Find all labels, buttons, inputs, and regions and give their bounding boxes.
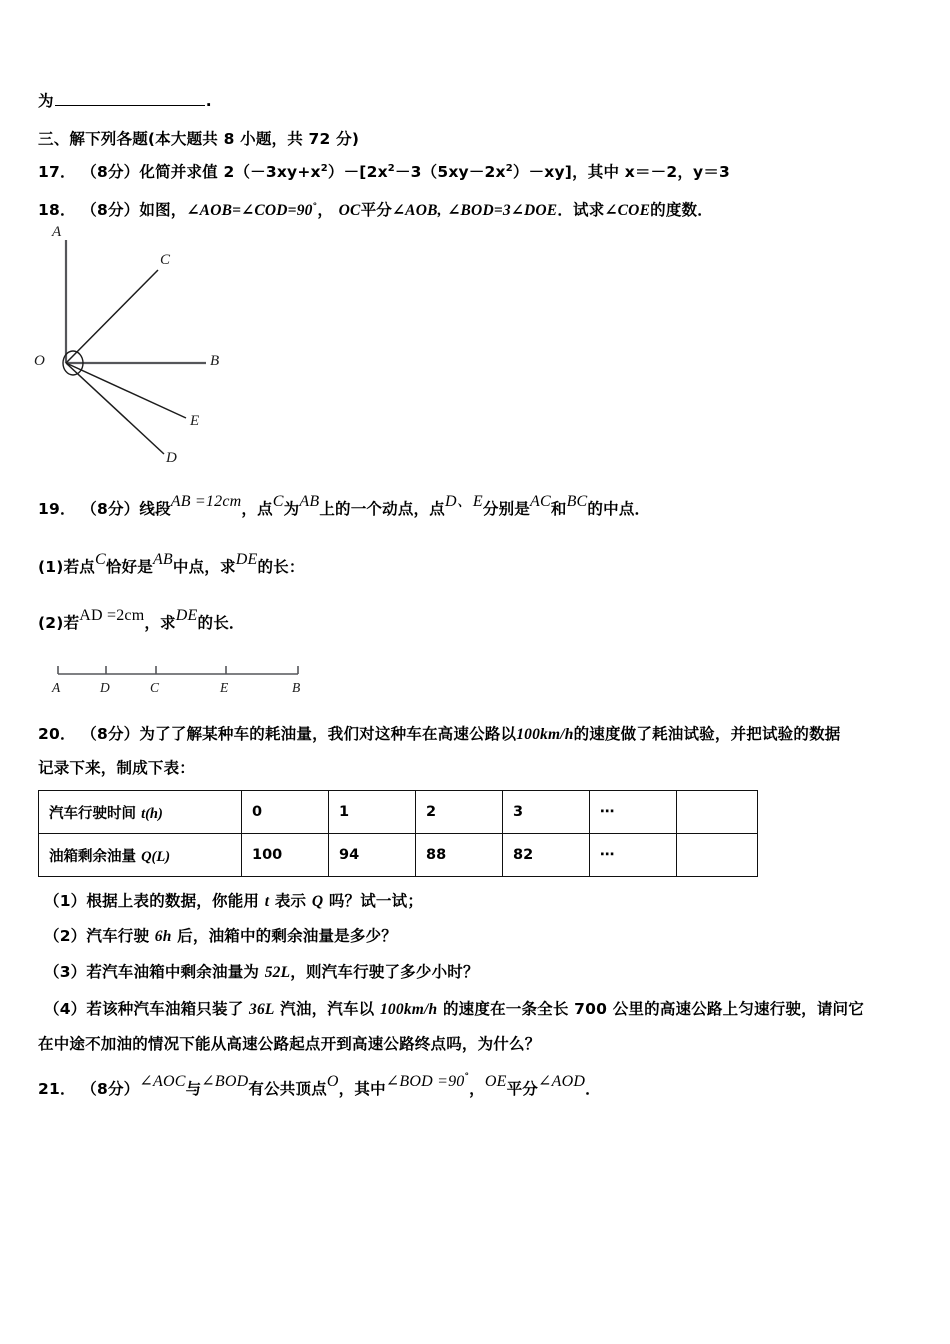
q18-math-4: ∠BOD=3∠DOE — [447, 202, 558, 220]
q18-text-4: ．试求 — [557, 201, 605, 220]
cell-t-1: 1 — [329, 791, 416, 834]
q19-number-line-figure — [36, 658, 336, 702]
q18-math-1: ∠AOB=∠COD=90 — [186, 202, 313, 220]
q20-sub4-fuel-value: 36L — [249, 1001, 275, 1018]
ray-od — [66, 363, 164, 454]
fuel-consumption-table — [38, 790, 758, 877]
q18-math-5: ∠COE — [604, 202, 651, 220]
q18-marks: （8分） — [81, 201, 140, 220]
q20-stem-a: 为了了解某种车的耗油量，我们对这种车在高速公路以 — [139, 725, 517, 743]
q21-text-4: ， — [469, 1080, 485, 1099]
q19-math-e: E — [472, 493, 483, 510]
q19-text-2: ，点 — [241, 500, 273, 518]
cell-t-2: 2 — [416, 791, 503, 834]
q21-text-5: 平分 — [506, 1080, 539, 1099]
q17-stem-c: －3（5xy－2x — [394, 163, 506, 182]
q17-number: 17． — [38, 163, 76, 182]
q19-math-c: C — [272, 493, 284, 510]
q18-degree-1: ° — [312, 202, 318, 212]
q19-sub1-a: 若点 — [63, 558, 95, 576]
fill-in-blank-fragment — [38, 90, 212, 112]
q20-sub1-b: 表示 — [269, 892, 312, 910]
number-line-svg — [36, 658, 336, 682]
q19-sub1-c: 中点，求 — [172, 558, 236, 576]
q17-stem-b: ）－[2x — [327, 163, 388, 182]
q20-sub1-label: （1） — [44, 892, 87, 910]
row-header-time — [39, 791, 242, 834]
cell-t-ellipsis: ⋯ — [590, 791, 677, 834]
q18-number: 18． — [38, 201, 76, 220]
question-20-sub-4 — [44, 998, 864, 1021]
q21-marks: （8分） — [81, 1080, 140, 1099]
question-20-sub-3 — [44, 961, 479, 984]
q20-sub4-label: （4） — [44, 1000, 87, 1018]
q17-exp-1: 2 — [320, 163, 328, 174]
numline-label-a: A — [52, 680, 61, 695]
q17-stem-d: ）－xy]，其中 x＝－2，y＝3 — [512, 163, 731, 182]
q18-math-2: OC — [338, 202, 361, 220]
numline-label-b: B — [292, 680, 301, 695]
label-point-a: A — [52, 224, 62, 240]
q19-sub1-label: (1) — [38, 558, 64, 576]
question-21 — [38, 1072, 601, 1101]
q21-math-oe: OE — [484, 1073, 507, 1091]
q19-text-1: 线段 — [139, 500, 171, 518]
label-point-d: D — [166, 450, 177, 466]
cell-t-3: 3 — [503, 791, 590, 834]
q18-text-3: 平分 — [360, 201, 392, 220]
q21-text-3: ，其中 — [338, 1080, 386, 1099]
q19-sub1-math-de: DE — [235, 551, 258, 568]
ray-oe — [66, 363, 186, 418]
q21-text-1: 与 — [185, 1080, 202, 1099]
q17-marks: （8分） — [81, 163, 140, 182]
q21-math-aod: ∠AOD — [538, 1073, 586, 1091]
q20-sub4-c: 的速度在一条全长 700 公里的高速公路上匀速行驶，请问它 — [437, 1000, 864, 1018]
cell-q-2: 88 — [416, 834, 503, 877]
label-point-b: B — [210, 353, 220, 369]
q21-degree: ° — [464, 1072, 470, 1082]
q20-sub4-b: 汽油，汽车以 — [274, 1000, 380, 1018]
q20-sub4-a: 若该种汽车油箱只装了 — [86, 1000, 249, 1018]
q19-text-6: 和 — [550, 500, 567, 518]
table-row — [39, 834, 758, 877]
row-header-fuel-var: Q(L) — [141, 848, 171, 865]
q19-sub2-math-ad: AD =2cm — [79, 607, 145, 624]
question-20-sub-4-cont: 在中途不加油的情况下能从高速公路起点开到高速公路终点吗，为什么？ — [38, 1035, 541, 1053]
q18-text-1: 如图， — [139, 201, 187, 220]
label-point-c: C — [160, 252, 171, 268]
question-18 — [38, 196, 713, 222]
q18-math-3: ∠AOB, — [391, 202, 442, 220]
q17-exp-2: 2 — [387, 163, 395, 174]
q21-text-6: ． — [585, 1080, 601, 1099]
q19-text-7: 的中点． — [587, 500, 651, 518]
q20-sub1-c: 吗？试一试； — [323, 892, 424, 910]
q19-sub2-a: 若 — [63, 614, 80, 632]
fragment-prefix: 为 — [38, 92, 54, 110]
label-point-e: E — [190, 413, 200, 429]
answer-blank[interactable] — [55, 92, 205, 106]
q19-text-5: 分别是 — [482, 500, 530, 518]
q21-math-aoc: ∠AOC — [139, 1073, 186, 1091]
numline-label-d: D — [100, 680, 110, 695]
table-row — [39, 791, 758, 834]
q20-sub1-var-q: Q — [311, 893, 324, 910]
question-19 — [38, 493, 651, 521]
q19-math-d: D、 — [444, 493, 473, 510]
q18-text-2: ， — [317, 201, 334, 220]
cell-q-0: 100 — [242, 834, 329, 877]
q20-sub3-value: 52L — [264, 964, 291, 981]
q20-sub2-value: 6h — [154, 928, 172, 945]
q20-sub2-a: 汽车行驶 — [86, 927, 155, 945]
cell-q-ellipsis: ⋯ — [590, 834, 677, 877]
q18-text-5: 的度数． — [650, 201, 713, 220]
q20-speed-value: 100km/h — [516, 726, 574, 743]
q19-math-ab: AB — [299, 493, 320, 510]
q20-number: 20． — [38, 725, 76, 743]
question-20-sub-1 — [44, 890, 423, 913]
q19-math-bc: BC — [566, 493, 588, 510]
q19-marks: （8分） — [81, 500, 140, 518]
q19-sub2-math-de: DE — [175, 607, 198, 624]
question-20-stem-line-1 — [38, 723, 840, 746]
question-20-stem-line-2: 记录下来，制成下表： — [38, 759, 196, 777]
section-heading: 三、解下列各题(本大题共 8 小题，共 72 分) — [38, 130, 360, 148]
q19-math-ab-len: AB =12cm — [170, 493, 242, 510]
q19-sub2-c: 的长． — [197, 614, 245, 632]
q20-sub2-label: （2） — [44, 927, 87, 945]
row-header-fuel — [39, 834, 242, 877]
q19-number: 19． — [38, 500, 76, 518]
cell-t-blank — [677, 791, 758, 834]
fragment-suffix: . — [205, 92, 212, 110]
q20-sub4-speed-value: 100km/h — [379, 1001, 438, 1018]
q17-exp-3: 2 — [505, 163, 513, 174]
q19-text-4: 上的一个动点，点 — [319, 500, 445, 518]
q20-sub2-b: 后，油箱中的剩余油量是多少？ — [171, 927, 397, 945]
row-header-fuel-cjk: 油箱剩余油量 — [49, 848, 142, 865]
q20-marks: （8分） — [81, 725, 140, 743]
numline-label-c: C — [150, 680, 160, 695]
question-19-sub-2 — [38, 607, 245, 635]
q20-sub3-a: 若汽车油箱中剩余油量为 — [86, 963, 265, 981]
q19-sub2-b: ，求 — [144, 614, 176, 632]
q20-sub3-b: ，则汽车行驶了多少小时？ — [290, 963, 479, 981]
cell-t-0: 0 — [242, 791, 329, 834]
row-header-time-cjk: 汽车行驶时间 — [49, 805, 142, 822]
question-20-sub-2 — [44, 925, 397, 948]
row-header-time-var: t(h) — [141, 805, 163, 822]
q20-sub3-label: （3） — [44, 963, 87, 981]
q17-stem-a: 化简并求值 2（－3xy+x — [139, 163, 321, 182]
q19-math-ac: AC — [530, 493, 551, 510]
q20-sub1-var-t: t — [264, 893, 270, 910]
q21-math-o: O — [326, 1073, 339, 1091]
q20-data-table-wrap — [38, 790, 758, 877]
q21-math-bod-val: ∠BOD =90 — [385, 1073, 465, 1091]
q19-sub1-math-c: C — [94, 551, 106, 568]
q19-sub2-label: (2) — [38, 614, 64, 632]
question-17 — [38, 158, 730, 183]
q21-number: 21． — [38, 1080, 76, 1099]
cell-q-3: 82 — [503, 834, 590, 877]
q19-sub1-d: 的长： — [257, 558, 305, 576]
q20-stem-b: 的速度做了耗油试验，并把试验的数据 — [573, 725, 841, 743]
label-point-o: O — [34, 353, 45, 369]
cell-q-1: 94 — [329, 834, 416, 877]
ray-oc — [66, 270, 158, 363]
numline-label-e: E — [220, 680, 229, 695]
cell-q-blank — [677, 834, 758, 877]
q21-text-2: 有公共顶点 — [248, 1080, 327, 1099]
q19-sub1-b: 恰好是 — [105, 558, 153, 576]
q20-sub1-a: 根据上表的数据，你能用 — [86, 892, 265, 910]
question-19-sub-1 — [38, 551, 305, 579]
q19-sub1-math-ab: AB — [152, 551, 173, 568]
q21-math-bod: ∠BOD — [201, 1073, 249, 1091]
q18-angle-figure — [34, 222, 294, 477]
q19-text-3: 为 — [283, 500, 300, 518]
